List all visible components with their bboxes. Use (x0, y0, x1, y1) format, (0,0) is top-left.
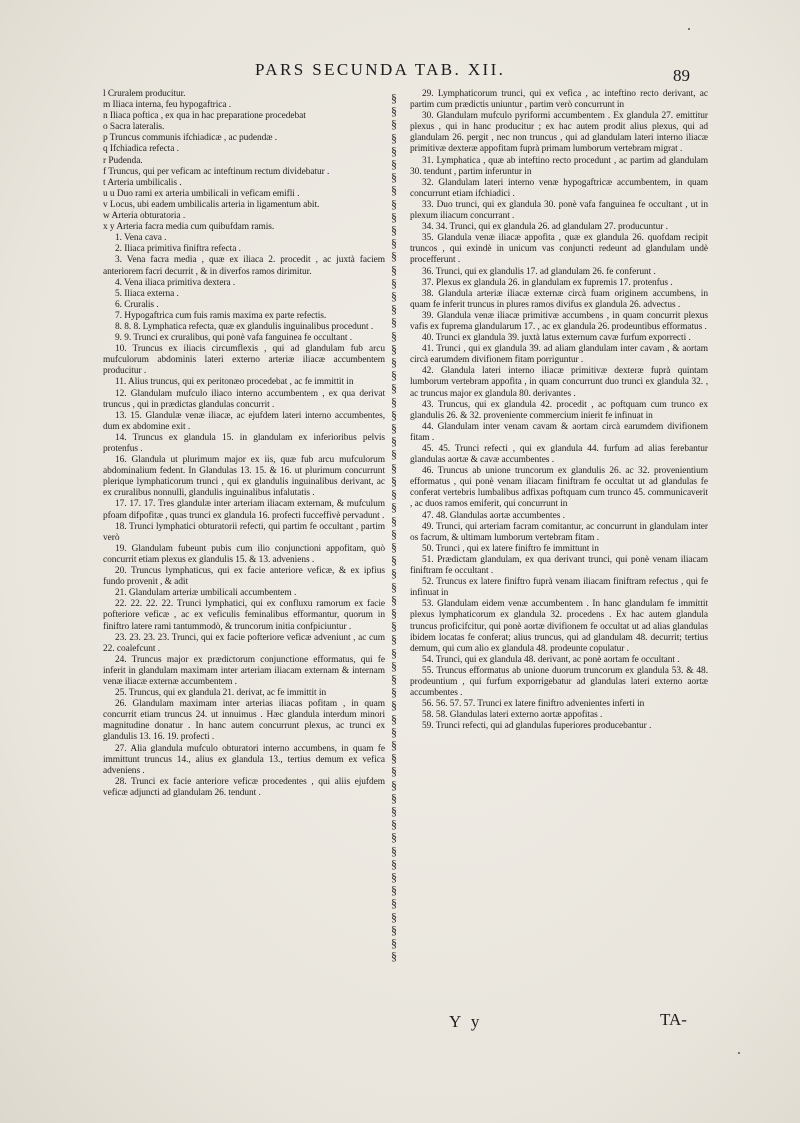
legend-entry: 4. Vena iliaca primitiva dextera . (115, 277, 236, 288)
ornament-glyph: § (391, 619, 397, 634)
ornament-glyph: § (391, 949, 397, 962)
legend-entry: 8. 8. 8. Lymphatica refecta, quæ ex glandulis inguinalibus procedunt . (115, 321, 374, 332)
legend-entry: 2. Iliaca primitiva finiftra refecta . (115, 244, 241, 255)
ornament-glyph: § (391, 249, 397, 264)
legend-entry: q Ifchiadica refecta . (103, 144, 179, 155)
legend-entry: w Arteria obturatoria . (103, 211, 186, 222)
ornament-glyph: § (391, 777, 397, 792)
ornament-glyph: § (391, 196, 397, 211)
legend-entry: 33. Duo trunci, qui ex glandula 30. ponè vafa fanguinea fe occultant , ut in plexum iliacum concurrant . (410, 199, 708, 222)
legend-entry: 51. Prædictam glandulam, ex qua derivant trunci, qui ponè venam iliacam finiftram fe occultant . (410, 554, 708, 577)
ornament-glyph: § (391, 262, 397, 277)
legend-entry: 29. Lymphaticorum trunci, qui ex vefica , ac inteftino recto derivant, ac partim cum prædictis uniuntur , partim verò concurrunt in (410, 89, 708, 111)
legend-entry: 49. Trunci, qui arteriam facram comitantur, ac concurrunt in glandulam inter os facrum, & ultimam lumborum vertebram fitam . (410, 521, 708, 543)
legend-entry: 30. Glandulam mufculo pyriformi accumbentem . Ex glandula 27. emittitur plexus , qui in hanc producitur ; ex hac autem prodit alius plexus, qui ad glandulam 26. pergit , nec non truncus , qui ad glandulam lateri interno iliacæ primitivæ dexteræ appofitam fuprà primam lumborum vertebram migrat . (410, 111, 708, 155)
legend-entry: 32. Glandulam lateri interno venæ hypogaftricæ accumbentem, in quam concurrunt etiam ifchiadici . (410, 177, 708, 199)
legend-entry: 52. Truncus ex latere finiftro fuprà venam iliacam finiftram refectus , qui fe infinuat in (410, 577, 708, 599)
ornament-glyph: § (391, 856, 397, 871)
legend-entry: 11. Alius truncus, qui ex peritonæo procedebat , ac fe immittit in (115, 377, 354, 388)
ornament-glyph: § (391, 579, 397, 594)
legend-entry: 12. Glandulam mufculo iliaco interno accumbentem , ex qua derivat truncus , qui in prædictas glandulas concurrit . (103, 388, 385, 410)
legend-entry: f Truncus, qui per veficam ac inteftinum rectum dividebatur . (103, 166, 330, 177)
ornament-glyph: § (391, 394, 397, 409)
legend-entry: 35. Glandula venæ iliacæ appofita , quæ ex glandula 26. quofdam recipit truncos , qui exindè in unicum vas conjuncti redeunt ad glandulam undè procefferunt . (410, 233, 708, 266)
legend-entry: 5. Iliaca externa . (115, 288, 179, 299)
legend-entry: 13. 15. Glandulæ venæ iliacæ, ac ejufdem lateri interno accumbentes, dum ex abdomine exit . (103, 410, 385, 432)
paper-speck (738, 1052, 740, 1054)
ornament-glyph: § (391, 698, 397, 713)
legend-entry: 46. Truncus ab unione truncorum ex glandulis 26. ac 32. provenientium efformatus , qui ponè venam iliacam finiftram fe occultat ut ad glandulas fe conferat vertebris lumbalibus adfixas poftquam cum trunco 45. communicaverit , ac duos ramos emiferit, qui concurrunt in (410, 466, 708, 510)
legend-entry: 40. Trunci ex glandula 39. juxtà latus externum cavæ furfum exporrecti . (422, 333, 691, 344)
ornament-glyph: § (391, 289, 397, 304)
ornament-glyph: § (391, 803, 397, 818)
legend-entry: 58. 58. Glandulas lateri externo aortæ appofitas . (422, 710, 603, 721)
ornament-glyph: § (391, 909, 397, 924)
ornament-glyph: § (391, 157, 397, 172)
ornament-glyph: § (391, 104, 397, 119)
ornament-glyph: § (391, 724, 397, 739)
ornament-glyph: § (391, 355, 397, 370)
legend-entry: 37. Plexus ex glandula 26. in glandulam ex fupremis 17. protenfus . (422, 277, 673, 288)
legend-entry: 45. 45. Trunci refecti , qui ex glandula 44. furfum ad alias ferebantur glandulas aortæ & cavæ accumbentes . (410, 444, 708, 466)
legend-entry: 53. Glandulam eidem venæ accumbentem . In hanc glandulam fe immittit plexus lymphaticorum ex glandula 32. procedens . Ex hac autem glandula truncus proficifcitur, qui ponè aortæ divifionem fe occultat ut ad alias glandulas ibidem locatas fe conferat; alius truncus, qui ad glandulam 48. decurrit; tertius demum, qui cum alio ex glandula 48. prodeunte copulatur . (410, 599, 708, 654)
legend-entry: v Locus, ubi eadem umbilicalis arteria in ligamentum abit. (103, 199, 320, 210)
ornament-glyph: § (391, 407, 397, 422)
legend-entry: r Pudenda. (103, 155, 143, 166)
legend-entry: 7. Hypogaftrica cum fuis ramis maxima ex parte refectis. (115, 310, 327, 321)
legend-entry: 14. Truncus ex glandula 15. in glandulam ex inferioribus pelvis protenfus . (103, 432, 385, 454)
legend-entry: 59. Trunci refecti, qui ad glandulas fuperiores producebantur . (422, 721, 652, 732)
ornament-glyph: § (391, 605, 397, 620)
ornament-glyph: § (391, 143, 397, 158)
ornament-glyph: § (391, 526, 397, 541)
legend-entry: 31. Lymphatica , quæ ab inteftino recto procedunt , ac partim ad glandulam 30. tendunt , partim inferuntur in (410, 155, 708, 177)
ornament-glyph: § (391, 421, 397, 436)
catchword: TA- (660, 1010, 687, 1029)
legend-entry: 17. 17. 17. Tres glandulæ inter arteriam iliacam externam, & mufculum pfoam difpofitæ , quas trunci ex glandula 16. profecti fucceffivè pervadunt . (103, 499, 385, 521)
legend-entry: 26. Glandulam maximam inter arterias iliacas pofitam , in quam concurrit etiam truncus 24. ut innuimus . Hæc glandula interdum minori magnitudine donatur . In hanc autem concurrunt plexus, ac trunci ex glandulis 13. 16. 19. profecti . (103, 699, 385, 743)
legend-entry: 44. Glandulam inter venam cavam & aortam circà earumdem divifionem fitam . (410, 421, 708, 443)
ornament-glyph: § (391, 223, 397, 238)
legend-entry: 39. Glandula venæ iliacæ primitivæ accumbens , in quam concurrit plexus vafis ex fuprema glandularum 17. , ac ex glandula 26. prodeuntibus efformatus . (410, 310, 708, 332)
ornament-glyph: § (391, 460, 397, 475)
ornament-glyph: § (391, 896, 397, 911)
legend-entry: 36. Trunci, qui ex glandulis 17. ad glandulam 26. fe conferunt . (422, 266, 656, 277)
ornament-glyph: § (391, 513, 397, 528)
ornament-glyph: § (391, 236, 397, 251)
ornament-glyph: § (391, 209, 397, 224)
legend-entry: 9. 9. Trunci ex cruralibus, qui ponè vafa fanguinea fe occultant . (115, 333, 352, 344)
legend-entry: 27. Alia glandula mufculo obturatori interno accumbens, in quam fe immittunt truncus 14., alius ex glandula 13., tertius demum ex vefica adveniens . (103, 743, 385, 776)
ornament-glyph: § (391, 566, 397, 581)
legend-entry: 18. Trunci lymphatici obturatorii refecti, qui partim fe occultant , partim verò (103, 521, 385, 543)
legend-entry: l Cruralem producitur. (103, 89, 186, 99)
ornament-glyph: § (391, 751, 397, 766)
ornament-glyph: § (391, 790, 397, 805)
ornament-glyph: § (391, 315, 397, 330)
ornament-glyph: § (391, 737, 397, 752)
legend-entry: t Arteria umbilicalis . (103, 177, 182, 188)
legend-entry: m Iliaca interna, feu hypogaftrica . (103, 100, 232, 111)
legend-entry: 24. Truncus major ex prædictorum conjunctione efformatus, qui fe inferit in glandulam maximam inter arteriam iliacam externam & internam venæ iliacæ externæ accumbentem . (103, 654, 385, 687)
ornament-glyph: § (391, 275, 397, 290)
legend-entry: 38. Glandula arteriæ iliacæ externæ circà fuam originem accumbens, in quam fe inferit truncus in plures ramos divifus ex glandula 26. advectus . (410, 288, 708, 310)
legend-entry: o Sacra lateralis. (103, 122, 165, 133)
page-number: 89 (673, 66, 690, 85)
legend-entry: 20. Truncus lymphaticus, qui ex facie anteriore veficæ, & ex ipfius fundo provenit , & adit (103, 566, 385, 588)
ornament-glyph: § (391, 869, 397, 884)
ornament-glyph: § (391, 434, 397, 449)
ornament-glyph: § (391, 183, 397, 198)
legend-entry: 6. Cruralis . (115, 299, 159, 310)
ornament-glyph: § (391, 473, 397, 488)
legend-entry: 16. Glandula ut plurimum major ex iis, quæ fub arcu mufculorum abdominalium fedent. In Glandulas 13. 15. & 16. ut plurimum concurrunt plerique lymphaticorum trunci , qui ex glandulis inguinalibus derivant, ac ex cruralibus nonnulli, glandulis inguinalibus infalutatis . (103, 455, 385, 499)
ornament-glyph: § (391, 592, 397, 607)
legend-entry: n Iliaca poftica , ex qua in hac preparatione procedebat (103, 111, 306, 122)
ornament-glyph: § (391, 328, 397, 343)
ornament-glyph: § (391, 936, 397, 950)
legend-entry: 23. 23. 23. 23. Trunci, qui ex facie pofteriore veficæ adveniunt , ac cum 22. coalefcunt . (103, 632, 385, 654)
legend-entry: 34. 34. Trunci, qui ex glandula 26. ad glandulam 27. producuntur . (422, 222, 668, 233)
ornament-glyph: § (391, 117, 397, 132)
legend-entry: 19. Glandulam fubeunt pubis cum ilio conjunctioni appofitam, quò concurrit etiam plexus ex glandulis 15. & 13. adveniens . (103, 543, 385, 565)
ornament-glyph: § (391, 830, 397, 845)
ornament-glyph: § (391, 553, 397, 568)
ornament-glyph: § (391, 92, 397, 105)
binding-ornament (385, 92, 403, 962)
legend-entry: 1. Vena cava . (115, 233, 167, 244)
legend-entry: 55. Truncus efformatus ab unione duorum truncorum ex glandula 53. & 48. prodeuntium , qui furfum exporrigebatur ad glandulas lateri externo aortæ accumbentes . (410, 665, 708, 699)
legend-entry: u u Duo rami ex arteria umbilicali in veficam emifli . (103, 188, 300, 199)
legend-entry: 41. Trunci , qui ex glandula 39. ad aliam glandulam inter cavam , & aortam circà earumdem divifionem fitam porriguntur . (410, 344, 708, 366)
ornament-glyph: § (391, 817, 397, 832)
ornament-glyph: § (391, 883, 397, 898)
legend-entry: 28. Trunci ex facie anteriore veficæ procedentes , qui aliis ejufdem veficæ adjuncti ad glandulam 26. tendunt . (103, 776, 385, 798)
legend-entry: 21. Glandulam arteriæ umbilicali accumbentem . (115, 588, 297, 599)
ornament-glyph: § (391, 922, 397, 937)
legend-entry: 3. Vena facra media , quæ ex iliaca 2. procedit , ac juxtà faciem anteriorem facri decurrit , & in diverfos ramos dirimitur. (103, 255, 385, 277)
page-title: PARS SECUNDA TAB. XII. (255, 60, 506, 79)
ornament-glyph: § (391, 671, 397, 686)
legend-entry: 54. Trunci, qui ex glandula 48. derivant, ac ponè aortam fe occultant . (422, 654, 680, 665)
paper-speck (688, 28, 690, 30)
ornament-glyph: § (391, 764, 397, 779)
legend-entry: 10. Truncus ex iliacis circumflexis , qui ad glandulam fub arcu mufculorum abdominis lateri externo arteriæ iliacæ accumbentem producitur . (103, 344, 385, 377)
legend-entry: 25. Truncus, qui ex glandula 21. derivat, ac fe immittit in (115, 688, 327, 699)
ornament-glyph: § (391, 368, 397, 383)
ornament-glyph: § (391, 500, 397, 515)
ornament-glyph: § (391, 170, 397, 185)
ornament-glyph: § (391, 632, 397, 647)
ornament-glyph: § (391, 447, 397, 462)
right-column (410, 89, 708, 732)
legend-entry: 50. Trunci , qui ex latere finiftro fe immittunt in (422, 543, 599, 554)
ornament-glyph: § (391, 539, 397, 554)
ornament-glyph: § (391, 341, 397, 356)
legend-entry: p Truncus communis ifchiadicæ , ac pudendæ . (103, 133, 278, 144)
legend-entry: 47. 48. Glandulas aortæ accumbentes . (422, 510, 565, 521)
ornament-glyph: § (391, 381, 397, 396)
ornament-glyph: § (391, 645, 397, 660)
legend-entry: 43. Truncus, qui ex glandula 42. procedit , ac poftquam cum trunco ex glandulis 26. & 32. proveniente commercium inierit fe infinuat in (410, 399, 708, 421)
legend-entry: 22. 22. 22. 22. Trunci lymphatici, qui ex confluxu ramorum ex facie pofteriore veficæ , ac ex veficulis feminalibus efformantur, quorum in finiftro latere rami tantummodò, & truncorum initia confpiciuntur . (103, 599, 385, 632)
ornament-glyph: § (391, 487, 397, 502)
legend-entry: 56. 56. 57. 57. Trunci ex latere finiftro advenientes inferti in (422, 699, 645, 710)
legend-entry: 42. Glandula lateri interno iliacæ primitivæ dexteræ fuprà quintam lumborum vertebram appofita , in quam concurrunt duo trunci ex glandula 32. , ac truncus major ex glandula 80. derivantes . (410, 366, 708, 399)
left-column (103, 89, 385, 799)
ornament-glyph: § (391, 685, 397, 700)
ornament-glyph: § (391, 302, 397, 317)
legend-entry: x y Arteria facra media cum quibufdam ramis. (103, 222, 275, 233)
ornament-glyph: § (391, 843, 397, 858)
signature-mark: Y y (449, 1012, 483, 1031)
ornament-glyph: § (391, 658, 397, 673)
ornament-glyph: § (391, 711, 397, 726)
ornament-glyph: § (391, 130, 397, 145)
